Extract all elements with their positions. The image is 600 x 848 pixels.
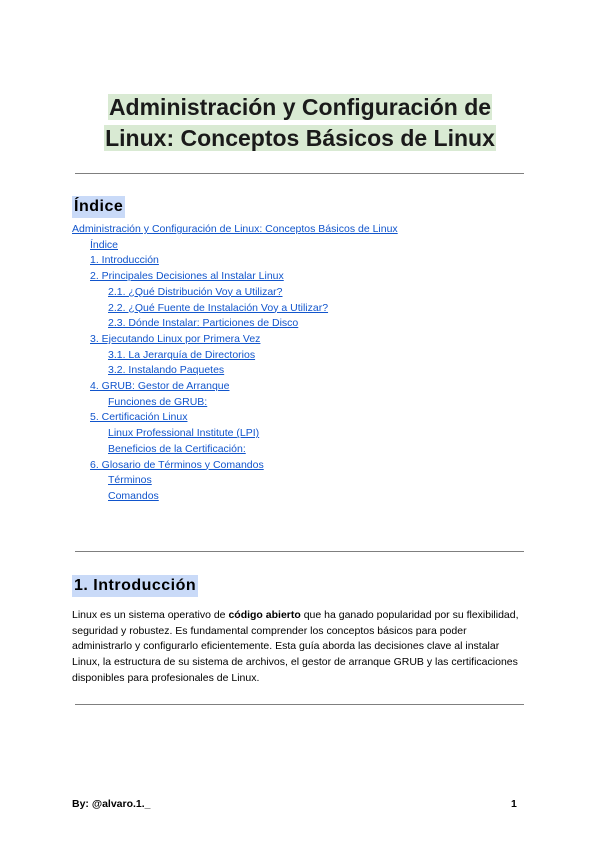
title-line-1: Administración y Configuración de (108, 94, 492, 120)
introduction-heading: 1. Introducción (72, 575, 198, 597)
toc-link[interactable]: 1. Introducción (90, 254, 159, 267)
toc-link[interactable]: 6. Glosario de Términos y Comandos (90, 458, 264, 471)
intro-bold-term: código abierto (228, 609, 301, 621)
toc-link[interactable]: 4. GRUB: Gestor de Arranque (90, 380, 230, 393)
toc-link[interactable]: Términos (108, 474, 152, 487)
footer-author: By: @alvaro.1._ (72, 798, 151, 810)
toc-link[interactable]: 3.2. Instalando Paquetes (108, 364, 225, 377)
toc-link[interactable]: Administración y Configuración de Linux: Conceptos Básicos de Linux (72, 223, 398, 235)
horizontal-rule (75, 173, 524, 174)
toc-link[interactable]: 3. Ejecutando Linux por Primera Vez (90, 332, 261, 345)
page-number: 1 (511, 798, 517, 810)
toc-link[interactable]: Índice (90, 238, 119, 251)
horizontal-rule (75, 551, 524, 552)
toc-link[interactable]: 2.3. Dónde Instalar: Particiones de Disco (108, 317, 299, 330)
toc-link[interactable]: 3.1. La Jerarquía de Directorios (108, 348, 256, 361)
document-title (0, 92, 600, 154)
toc-link[interactable]: 5. Certificación Linux (90, 411, 188, 424)
index-heading: Índice (72, 196, 125, 218)
title-line-2: Linux: Conceptos Básicos de Linux (105, 125, 495, 151)
introduction-paragraph (72, 608, 528, 687)
intro-text-end: que ha ganado popularidad por su flexibilidad, seguridad y robustez. Es fundamental comprender los conceptos básicos para poder administrarlo y configurarlo eficientemente. Esta guía aborda las decisiones clave al instalar Linux, la estructura de su sistema de archivos, el gestor de arranque GRUB y las certificaciones disponibles para profesionales de Linux. (72, 609, 519, 684)
toc-link[interactable]: Linux Professional Institute (LPI) (108, 427, 260, 440)
toc-link[interactable]: Comandos (108, 489, 159, 502)
toc-link[interactable]: Funciones de GRUB: (108, 395, 208, 408)
toc-link[interactable]: Beneficios de la Certificación: (108, 442, 246, 455)
toc-link[interactable]: 2. Principales Decisiones al Instalar Linux (90, 270, 284, 283)
intro-text-start: Linux es un sistema operativo de (72, 609, 229, 621)
toc-link[interactable]: 2.1. ¿Qué Distribución Voy a Utilizar? (108, 285, 283, 298)
toc-link[interactable]: 2.2. ¿Qué Fuente de Instalación Voy a Utilizar? (108, 301, 329, 314)
table-of-contents (72, 222, 532, 505)
horizontal-rule (75, 704, 524, 705)
